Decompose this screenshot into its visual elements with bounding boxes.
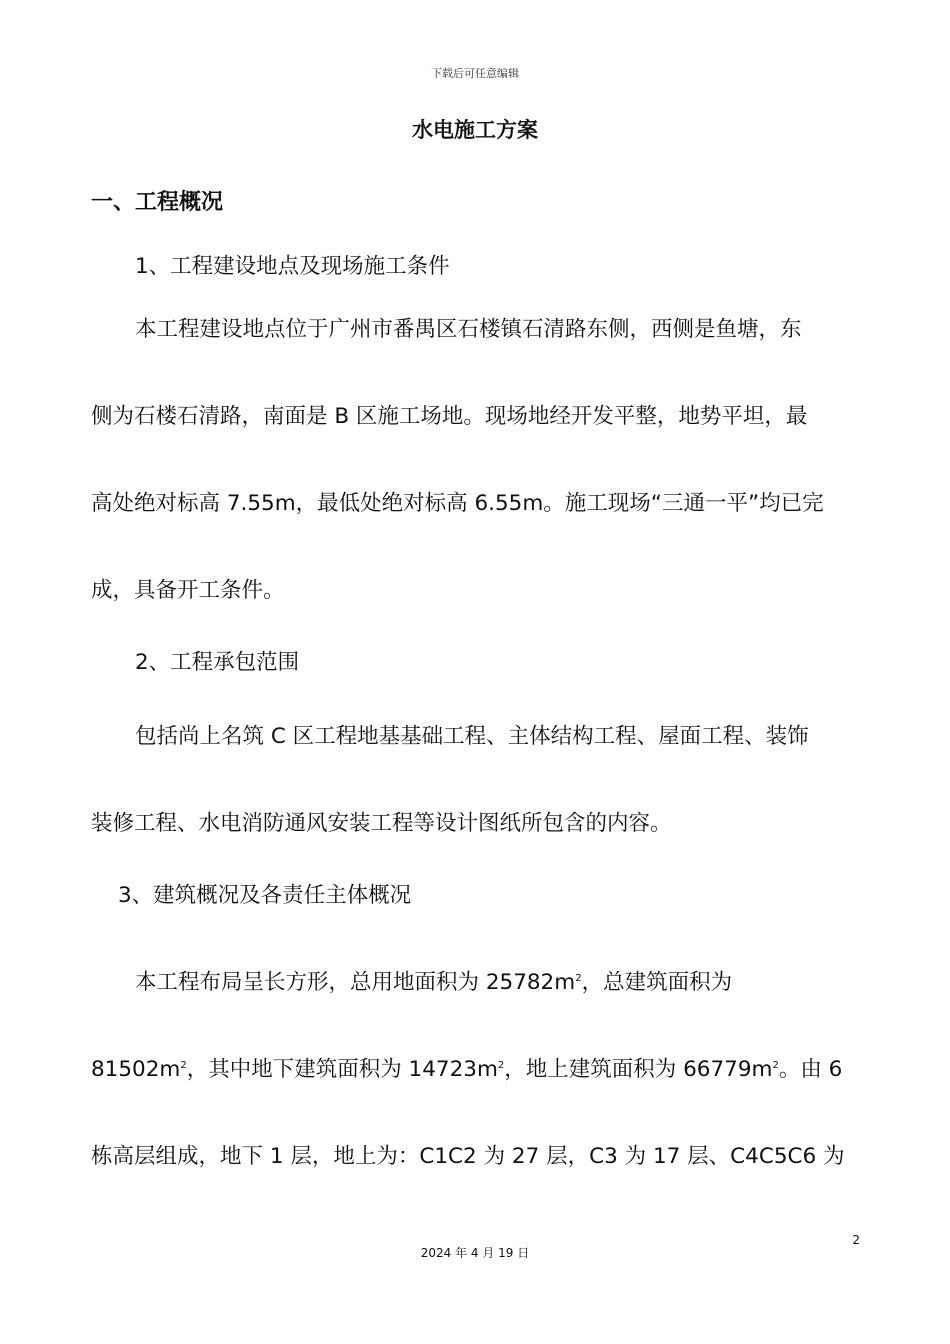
header-note: 下载后可任意编辑: [431, 67, 519, 80]
footer-date: 2024 年 4 月 19 日: [420, 1246, 530, 1260]
paragraph-line: 成，具备开工条件。: [91, 578, 285, 603]
subsection-heading-3: 3、建筑概况及各责任主体概况: [118, 883, 412, 908]
document-title: 水电施工方案: [412, 118, 538, 142]
paragraph-line: 本工程建设地点位于广州市番禺区石楼镇石清路东侧，西侧是鱼塘，东: [135, 317, 802, 342]
superscript: 2: [180, 1059, 187, 1071]
subsection-heading-2: 2、工程承包范围: [135, 650, 300, 675]
paragraph-line: 栋高层组成，地下 1 层，地上为：C1C2 为 27 层，C3 为 17 层、C4C5C6 为: [91, 1144, 845, 1169]
subsection-heading-1: 1、工程建设地点及现场施工条件: [135, 254, 450, 279]
text-run: 81502m: [91, 1057, 181, 1082]
paragraph-line: [91, 1055, 859, 1085]
section-heading: 一、工程概况: [91, 190, 224, 215]
superscript: 2: [575, 972, 582, 984]
text-run: ，总建筑面积为: [581, 970, 733, 995]
paragraph-line: 包括尚上名筑 C 区工程地基基础工程、主体结构工程、屋面工程、装饰: [135, 724, 809, 749]
page-number: 2: [852, 1233, 860, 1247]
paragraph-line: 装修工程、水电消防通风安装工程等设计图纸所包含的内容。: [91, 811, 672, 836]
text-run: ，其中地下建筑面积为 14723m: [186, 1057, 498, 1082]
text-run: ，地上建筑面积为 66779m: [504, 1057, 773, 1082]
paragraph-line: [135, 968, 903, 998]
text-run: 本工程布局呈长方形，总用地面积为 25782m: [135, 970, 576, 995]
paragraph-line: 侧为石楼石清路，南面是 B 区施工场地。现场地经开发平整，地势平坦，最: [91, 404, 808, 429]
paragraph-line: 高处绝对标高 7.55m，最低处绝对标高 6.55m。施工现场“三通一平”均已完: [91, 491, 824, 516]
superscript: 2: [772, 1059, 779, 1071]
text-run: 。由 6: [778, 1057, 843, 1082]
superscript: 2: [497, 1059, 505, 1071]
